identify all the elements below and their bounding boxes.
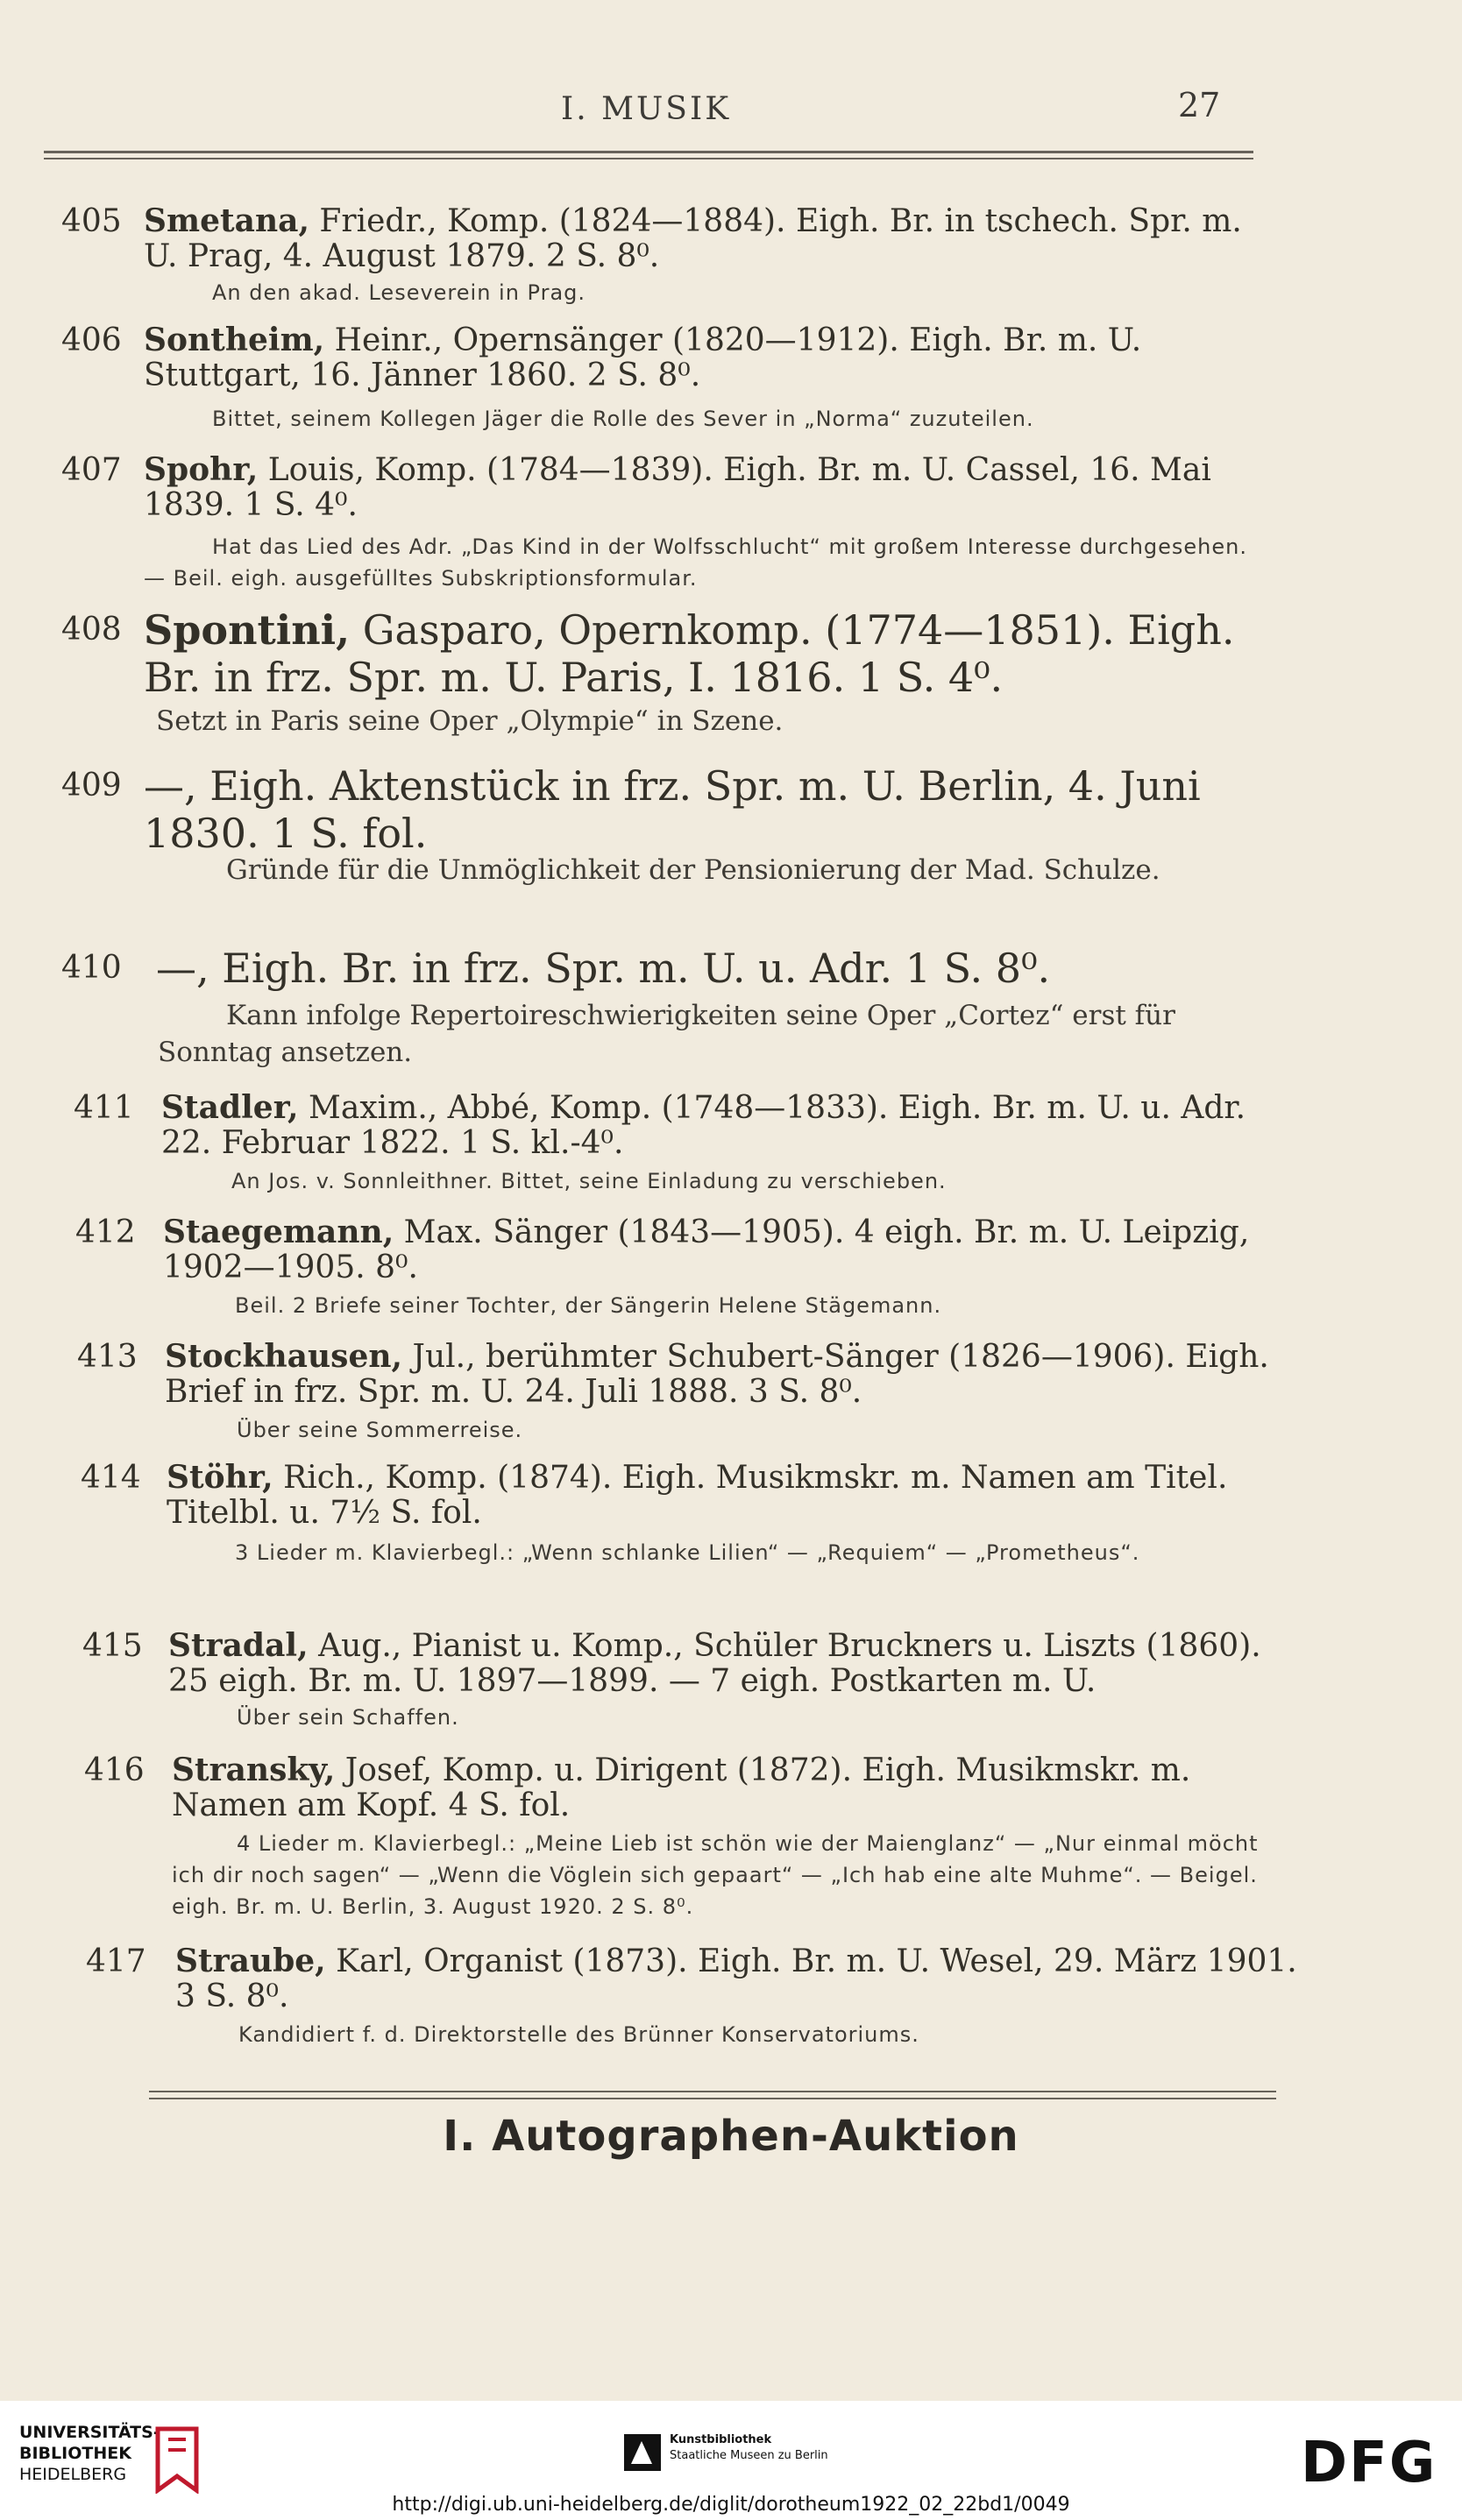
entry-note: Kann infolge Repertoireschwierigkeiten seine Oper „Cortez“ erst für Sonntag ansetzen. [158,1000,1175,1068]
entry-name: Straube, [175,1943,326,1979]
header-rule [44,151,1253,153]
kunstbibliothek-logo-icon [622,2432,663,2473]
entry-note: Über seine Sommerreise. [237,1418,523,1442]
page-url[interactable]: http://digi.ub.uni-heidelberg.de/diglit/dorotheum1922_02_22bd1/0049 [392,2494,1070,2516]
entry-note: An Jos. v. Sonnleithner. Bittet, seine Einladung zu verschieben. [231,1169,947,1193]
auction-banner: I. Autographen-Auktion [443,2112,1019,2161]
lot-number: 407 [61,452,122,488]
section-rule-thin [149,2098,1276,2099]
lot-number: 417 [86,1943,146,1979]
section-rule [149,2091,1276,2092]
dfg-logo: DFG [1301,2431,1437,2495]
lot-number: 412 [75,1214,136,1250]
entry-text: Staegemann, Max. Sänger (1843—1905). 4 eigh. Br. m. U. Leipzig, 1902—1905. 8⁰. [163,1214,1250,1285]
lot-number: 414 [81,1460,141,1496]
entry-note: An den akad. Leseverein in Prag. [212,280,586,305]
entry-name: Smetana, [144,202,309,239]
entry-text: Stadler, Maxim., Abbé, Komp. (1748—1833). Eigh. Br. m. U. u. Adr. 22. Februar 1822. 1 S. kl.-4⁰. [161,1089,1246,1161]
entry-note: Setzt in Paris seine Oper „Olympie“ in Szene. [156,705,784,737]
entry-name: Stradal, [168,1627,309,1664]
library-logo-icon [151,2425,203,2494]
page-number: 27 [1178,86,1221,124]
entry-name: Spontini, [144,606,351,654]
lot-number: 408 [61,612,122,648]
lot-number: 411 [74,1090,134,1126]
entry-name: Spohr, [144,451,259,488]
entry-note: Über sein Schaffen. [237,1705,459,1730]
entry-note: 3 Lieder m. Klavierbegl.: „Wenn schlanke Lilien“ — „Requiem“ — „Prometheus“. [235,1540,1140,1565]
entry-text: Smetana, Friedr., Komp. (1824—1884). Eigh. Br. in tschech. Spr. m. U. Prag, 4. August 1879. 2 S. 8⁰. [144,202,1242,274]
entry-text: Stöhr, Rich., Komp. (1874). Eigh. Musikmskr. m. Namen am Titel. Titelbl. u. 7½ S. fol. [167,1459,1228,1531]
entry-note: Hat das Lied des Adr. „Das Kind in der Wolfsschlucht“ mit großem Interesse durchgesehen. — Beil. eigh. ausgefülltes Subskriptionsformular. [144,534,1247,591]
entry-text: Sontheim, Heinr., Opernsänger (1820—1912). Eigh. Br. m. U. Stuttgart, 16. Jänner 1860. 2 S. 8⁰. [144,322,1142,393]
entry-text: Straube, Karl, Organist (1873). Eigh. Br. m. U. Wesel, 29. März 1901. 3 S. 8⁰. [175,1943,1297,2014]
entry-name: Stransky, [172,1752,336,1788]
lot-number: 406 [61,322,122,358]
lot-number: 405 [61,203,122,239]
entry-text: —, Eigh. Aktenstück in frz. Spr. m. U. Berlin, 4. Juni 1830. 1 S. fol. [144,762,1201,857]
entry-name: Stöhr, [167,1459,273,1496]
entry-note: Bittet, seinem Kollegen Jäger die Rolle des Sever in „Norma“ zuzuteilen. [212,407,1034,431]
entry-name: Stockhausen, [165,1338,403,1375]
lot-number: 416 [84,1752,145,1788]
entry-name: Staegemann, [163,1214,394,1250]
entry-text: Stradal, Aug., Pianist u. Komp., Schüler Bruckners u. Liszts (1860). 25 eigh. Br. m. U. 1897—1899. — 7 eigh. Postkarten m. U. [168,1627,1261,1699]
kunstbibliothek-label: Kunstbibliothek Staatliche Museen zu Berlin [670,2433,828,2462]
section-title: I. MUSIK [561,91,732,127]
entry-note: Kandidiert f. d. Direktorstelle des Brünner Konservatoriums. [238,2022,919,2047]
entry-text: Spontini, Gasparo, Opernkomp. (1774—1851). Eigh. Br. in frz. Spr. m. U. Paris, I. 1816. 1 S. 4⁰. [144,606,1235,701]
lot-number: 415 [82,1628,143,1664]
entry-name: Sontheim, [144,322,325,358]
footer [0,2401,1462,2520]
entry-text: Spohr, Louis, Komp. (1784—1839). Eigh. Br. m. U. Cassel, 16. Mai 1839. 1 S. 4⁰. [144,451,1211,523]
lot-number: 413 [77,1339,138,1375]
entry-note: 4 Lieder m. Klavierbegl.: „Meine Lieb ist schön wie der Maienglanz“ — „Nur einmal möcht ich dir noch sagen“ — „Wenn die Vöglein sich gepaart“ — „Ich hab eine alte Muhme“. — Beigel. eigh. Br. m. U. Berlin, 3. August 1920. 2 S. 8⁰. [172,1831,1259,1919]
lot-number: 409 [61,768,122,803]
lot-number: 410 [61,950,122,986]
entry-text: —, Eigh. Br. in frz. Spr. m. U. u. Adr. 1 S. 8⁰. [156,945,1051,992]
entry-text: Stockhausen, Jul., berühmter Schubert-Sänger (1826—1906). Eigh. Brief in frz. Spr. m. U. 24. Juli 1888. 3 S. 8⁰. [165,1338,1269,1410]
entry-note: Beil. 2 Briefe seiner Tochter, der Sängerin Helene Stägemann. [235,1293,942,1318]
entry-note: Gründe für die Unmöglichkeit der Pensionierung der Mad. Schulze. [226,854,1160,886]
entry-text: Stransky, Josef, Komp. u. Dirigent (1872). Eigh. Musikmskr. m. Namen am Kopf. 4 S. fol. [172,1752,1191,1823]
entry-name: Stadler, [161,1089,299,1126]
library-logo-text: UNIVERSITÄTS- BIBLIOTHEK HEIDELBERG [19,2423,160,2484]
header-rule-thin [44,158,1253,159]
